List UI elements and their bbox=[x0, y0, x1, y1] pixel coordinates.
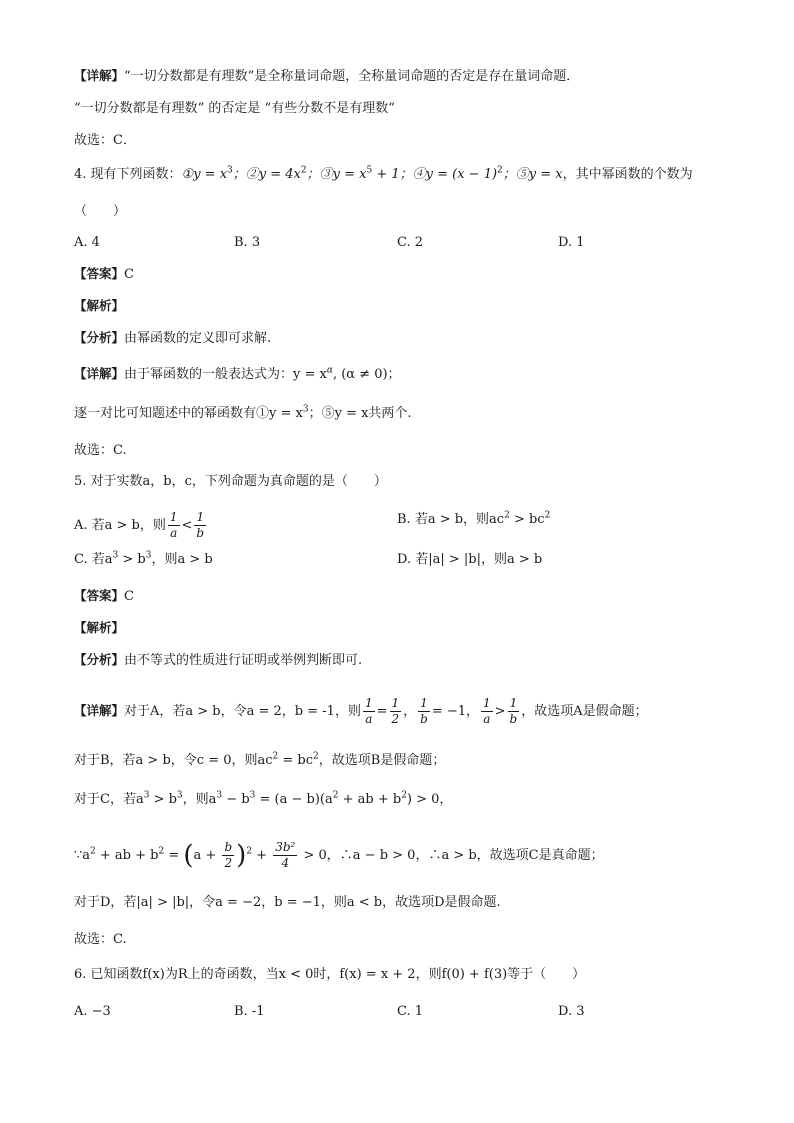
q5-detail-a: 【详解】对于A，若a > b，令a = 2，b = -1，则 $\frac{1}{a}$ = $\frac{1}{2}$ ， $\frac{1}{b}$ = −1， $\frac{1}{a}$ > $\frac{1}{b}$ ，故选项A是假命题； bbox=[74, 696, 648, 726]
q4-answer: 【答案】C bbox=[74, 266, 134, 282]
q5-option-d: D. 若|a| > |b|，则a > b bbox=[397, 552, 543, 567]
q4-option-d: D. 1 bbox=[558, 235, 585, 250]
q5-detail-because: $\because a^2$ + ab + $b^2 = (a$ + $\frac{b}{2}$ )$^2$ + $\frac{\text{3b²}}{4}$ > 0，∴a − b > 0，∴a > b，故选项C是真命题； bbox=[74, 840, 604, 871]
question-6-stem: 6. 已知函数f(x)为R上的奇函数，当x < 0时，f(x) = x + 2，则f(0) + f(3)等于（ ） bbox=[74, 967, 586, 982]
question-5-stem: 5. 对于实数a，b，c，下列命题为真命题的是（ ） bbox=[74, 474, 387, 489]
q4-detail-2: 逐一对比可知题述中的幂函数有①y = $x^3$；⑤y = x共两个. bbox=[74, 404, 412, 421]
section-tag: 【详解】 bbox=[74, 68, 125, 83]
q5-option-b: B. 若a > b，则$ac^2 > bc^2$ bbox=[397, 510, 551, 527]
q6-option-a: A. −3 bbox=[74, 1004, 111, 1019]
q5-choice: 故选：C. bbox=[74, 932, 127, 947]
q4-jiexi: 【解析】 bbox=[74, 298, 125, 313]
q5-detail-d: 对于D，若|a| > |b|，令a = −2，b = −1，则a < b，故选项D是假命题. bbox=[74, 895, 501, 910]
q5-jiexi: 【解析】 bbox=[74, 620, 125, 635]
q5-detail-b: 对于B，若a > b，令c = 0，则$ac^2 = bc^2$，故选项B是假命题； bbox=[74, 751, 446, 768]
q5-option-a: A. 若a > b，则 $\frac{1}{a}$ < $\frac{1}{b}$ bbox=[74, 510, 205, 540]
q6-option-c: C. 1 bbox=[397, 1004, 424, 1019]
explanation-line-1: 【详解】“一切分数都是有理数”是全称量词命题，全称量词命题的否定是存在量词命题． bbox=[74, 68, 580, 84]
q4-choice: 故选：C. bbox=[74, 443, 127, 458]
q5-detail-c: 对于C，若$a^3 > b^3$，则$a^3 - b^3 = (a - b)(a^2$ + ab + $b^2) > 0$， bbox=[74, 790, 453, 807]
q4-option-a: A. 4 bbox=[74, 235, 100, 250]
q4-option-c: C. 2 bbox=[397, 235, 424, 250]
q4-analysis: 【分析】由幂函数的定义即可求解. bbox=[74, 330, 272, 346]
q6-option-d: D. 3 bbox=[558, 1004, 585, 1019]
q5-option-c: C. 若$a^3 > b^3$，则a > b bbox=[74, 550, 213, 567]
q4-option-b: B. 3 bbox=[234, 235, 261, 250]
q6-option-b: B. -1 bbox=[234, 1004, 265, 1019]
question-4-stem: 4. 现有下列函数：①y = $x^3$；②y = $4x^2$；③y = $x^5 + 1$；④y = $(x - 1)^2$；⑤y = x，其中幂函数的个数为 bbox=[74, 165, 693, 182]
question-4-paren: （ ） bbox=[74, 204, 127, 219]
q5-analysis: 【分析】由不等式的性质进行证明或举例判断即可. bbox=[74, 652, 363, 668]
explanation-line-2: “一切分数都是有理数” 的否定是 “有些分数不是有理数” bbox=[74, 101, 395, 116]
q4-detail: 【详解】由于幂函数的一般表达式为：$y = x^\alpha$, (α ≠ 0)； bbox=[74, 365, 401, 382]
choice-line: 故选：C． bbox=[74, 133, 136, 148]
q5-answer: 【答案】C bbox=[74, 588, 134, 604]
